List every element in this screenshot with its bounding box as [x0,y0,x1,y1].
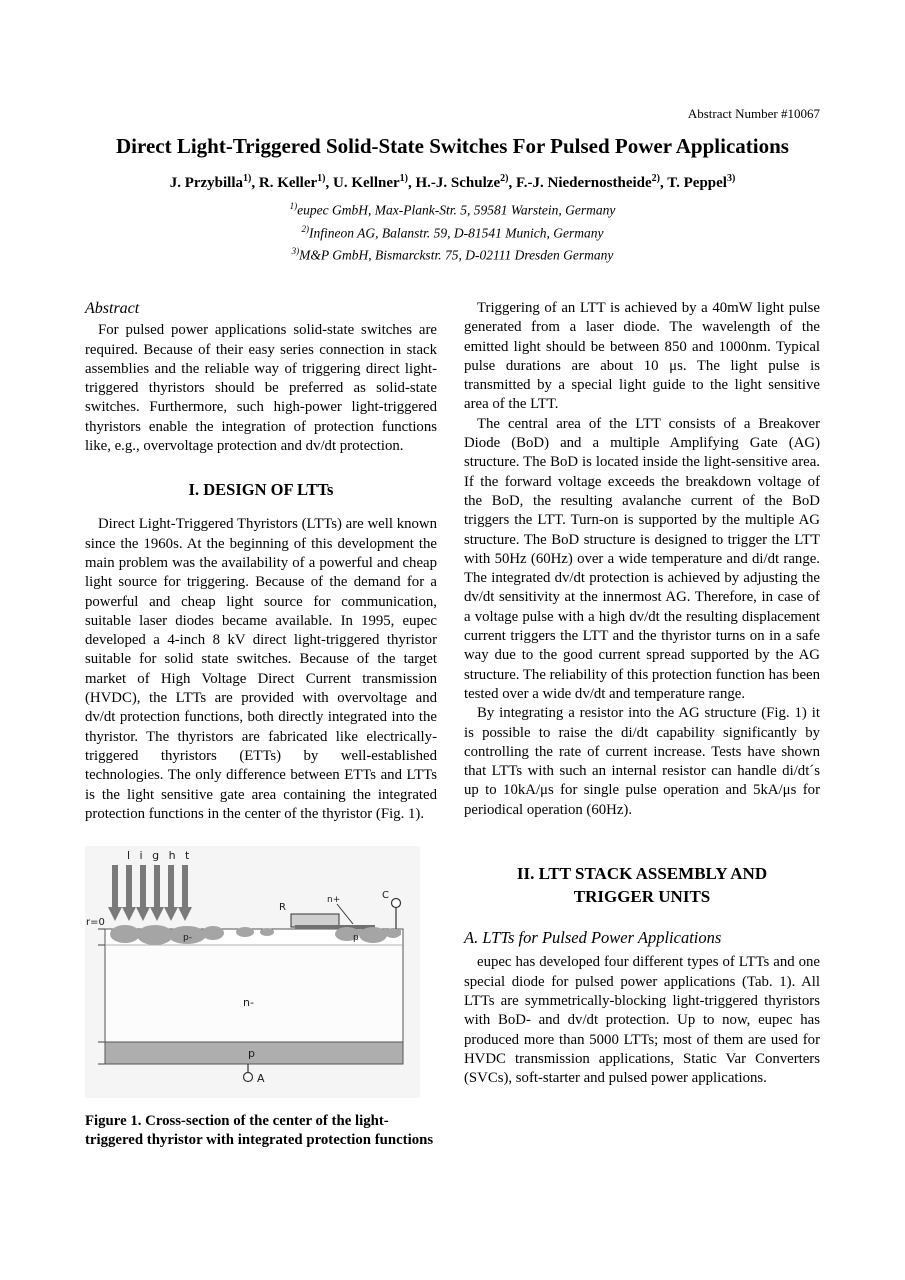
section-1-heading: I. DESIGN OF LTTs [188,480,334,500]
author-name: U. Kellner [333,175,400,191]
author-separator: , [660,175,668,191]
affiliation-line [0,197,905,220]
author-superscript: 3) [726,173,736,184]
author-superscript: 1) [317,173,326,184]
authors-line [0,173,905,192]
figure-1 [85,846,437,1104]
affiliation-line [0,220,905,243]
affiliation-superscript: 2) [301,223,310,234]
paper-title: Direct Light-Triggered Solid-State Switches For Pulsed Power Applications [116,134,789,158]
figure-label-resistor: R [279,902,286,914]
author-separator: , [408,175,416,191]
figure-1-caption: Figure 1. Cross-section of the center of the light-triggered thyristor with integrated protection functions [85,1113,434,1149]
figure-label-r0: r=0 [86,917,105,929]
figure-label-light: l i g h t [127,849,193,863]
affiliation-superscript: 1) [289,201,298,211]
abstract-text: For pulsed power applications solid-state switches are required. Because of their easy series connection in stack assemblies and the reliable way of triggering direct light-triggered thyristors should be preferred as solid-state switches. Furthermore, such high-power light-triggered thyristors enable the integration of protection functions like, e.g., overvoltage protection and dv/dt protection. [85,322,437,455]
author-separator: , [508,175,516,191]
author-separator: , [325,175,334,191]
right-paragraph-2: The central area of the LTT consists of a Breakover Diode (BoD) and a multiple Amplifying Gate (AG) structure. The BoD is located inside the light-sensitive area. If the forward voltage exceeds the breakdown voltage of the BoD, the resulting avalanche current of the BoD triggers the LTT. Turn-on is supported by the multiple AG structure. The BoD structure is designed to trigger the LTT with 50Hz (60Hz) over a wide temperature and di/dt range. The integrated dv/dt protection is achieved by adjusting the dv/dt sensitivity at the innermost AG. Therefore, in case of a voltage pulse with a high dv/dt the resulting displacement current triggers the LTT and the thyristor turns on in a safe way due to the good current spread supported by the AG structure. The reliability of this protection function has been tested over a wide dv/dt and temperature range. [464,415,820,702]
abstract-heading: Abstract [85,300,140,317]
figure-label-n-plus: n+ [327,895,341,906]
cathode-terminal-icon [392,899,401,908]
author-superscript: 2) [500,173,509,184]
author-superscript: 1) [399,173,409,184]
figure-label-n-minus: n- [243,996,254,1010]
abstract-number: Abstract Number #10067 [687,106,820,121]
author-superscript: 2) [651,173,660,184]
figure-label-p-minus: p- [183,933,192,944]
author-name: J. Przybilla [169,175,244,191]
affiliation-line [0,242,905,265]
right-column [464,299,820,1088]
author-separator: , [251,175,259,191]
subsection-a-paragraph: eupec has developed four different types of LTTs and one special diode for pulsed power applications (Tab. 1). All LTTs are symmetrically-blocking light-triggered thyristors with BoD- and dv/dt protection. Up to now, eupec has produced more than 5000 LTTs; most of them are used for HVDC transmission applications, Static Var Converters (SVCs), soft-starter and pulsed power applications. [464,954,820,1087]
author-name: H.-J. Schulze [415,175,501,191]
affiliation-text: eupec GmbH, Max-Plank-Str. 5, 59581 Warstein, Germany [297,202,616,218]
affiliation-superscript: 3) [291,246,300,256]
affiliations-block [0,197,905,265]
figure-1-diagram [85,846,420,1098]
figure-label-p-bottom: p [248,1047,255,1061]
section-2-heading: II. LTT STACK ASSEMBLY AND TRIGGER UNITS [516,864,768,907]
figure-label-anode: A [257,1072,265,1086]
author-superscript: 1) [243,173,252,184]
figure-label-p-top: p [353,933,359,944]
figure-label-cathode: C [382,890,389,902]
right-paragraph-1: Triggering of an LTT is achieved by a 40mW light pulse generated from a laser diode. The wavelength of the emitted light should be between 850 and 1000nm. Typical pulse durations are about 10 μs. The light pulse is transmitted by a special light guide to the light sensitive area of the LTT. [464,300,820,413]
subsection-a-heading: A. LTTs for Pulsed Power Applications [464,928,722,948]
n-plus-layer [295,925,375,929]
anode-terminal-icon [244,1073,253,1082]
author-name: R. Keller [258,175,318,191]
author-name: T. Peppel [667,175,727,191]
left-column [85,299,437,1150]
affiliation-text: Infineon AG, Balanstr. 59, D-81541 Munich, Germany [309,225,604,240]
affiliation-text: M&P GmbH, Bismarckstr. 75, D-02111 Dresden Germany [299,247,614,263]
author-name: F.-J. Niedernostheide [515,175,652,191]
right-paragraph-3: By integrating a resistor into the AG structure (Fig. 1) it is possible to raise the di/dt capability significantly by controlling the rate of current increase. Tests have shown that LTTs with such an internal resistor can handle di/dt´s up to 10kA/μs for single pulse operation and 5kA/μs for periodical operation (60Hz). [464,705,820,818]
section-1-paragraph: Direct Light-Triggered Thyristors (LTTs) are well known since the 1960s. At the beginning of this development the main problem was the availability of a powerful and cheap light source for triggering. Because of the demand for a powerful and cheap light source for communication, suitable laser diodes became available. In 1995, eupec developed a 4-inch 8 kV direct light-triggered thyristor suitable for solid state switches. Because of the target market of High Voltage Direct Current transmission (HVDC), the LTTs are provided with overvoltage and dv/dt protection functions, both directly integrated into the thyristor. The thyristors are fabricated like electrically-triggered thyristors (ETTs) by well-established technologies. The only difference between ETTs and LTTs is the light sensitive gate area containing the integrated protection functions in the center of the thyristor (Fig. 1). [85,516,437,822]
